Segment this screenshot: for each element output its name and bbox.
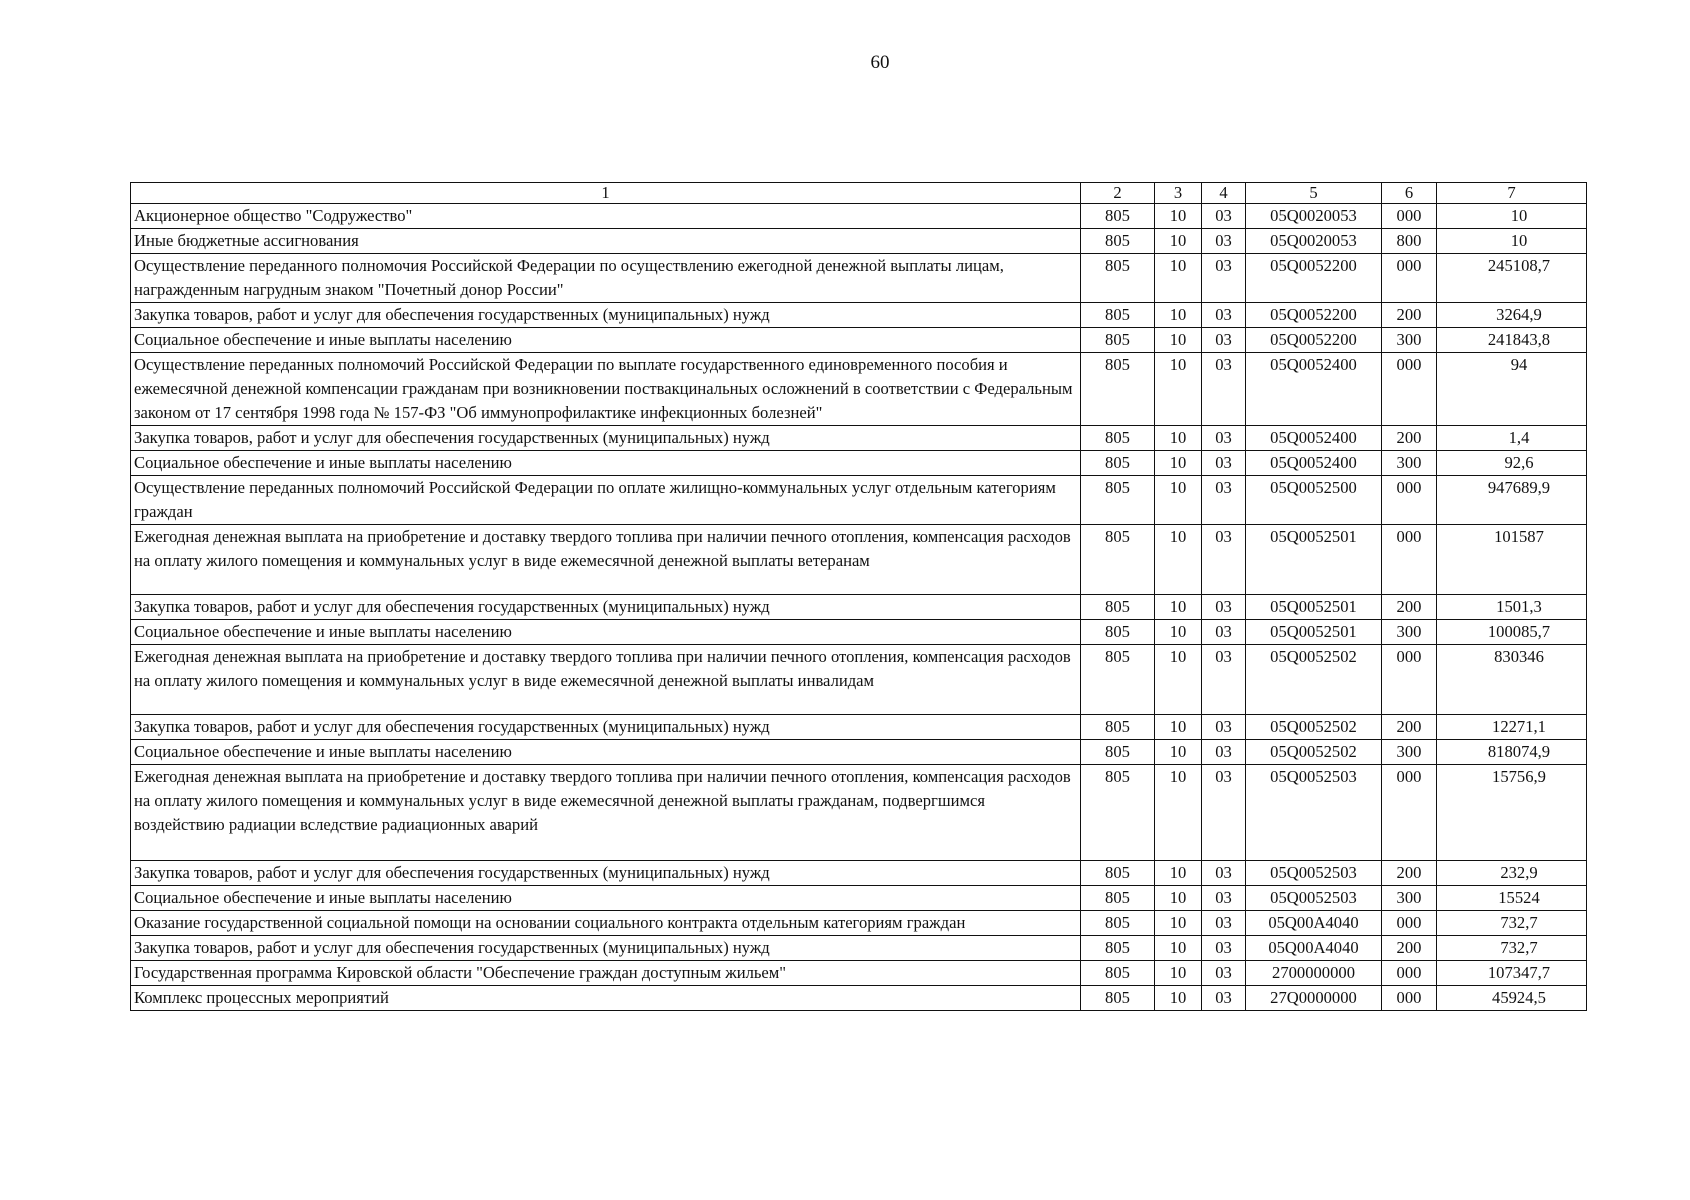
amount-cell: 15524 (1437, 886, 1587, 911)
table-row (131, 645, 1587, 715)
target-article-cell: 05Q00A4040 (1246, 911, 1382, 936)
subsection-cell: 03 (1202, 961, 1246, 986)
expense-type-cell: 200 (1382, 303, 1437, 328)
code-cell: 805 (1081, 936, 1155, 961)
code-cell: 805 (1081, 426, 1155, 451)
code-cell: 805 (1081, 911, 1155, 936)
table-row (131, 476, 1587, 525)
expense-type-cell: 200 (1382, 936, 1437, 961)
subsection-cell: 03 (1202, 303, 1246, 328)
section-cell: 10 (1155, 765, 1202, 861)
amount-cell: 100085,7 (1437, 620, 1587, 645)
row-name: Закупка товаров, работ и услуг для обеспечения государственных (муниципальных) нужд (131, 303, 1081, 328)
row-name: Социальное обеспечение и иные выплаты населению (131, 451, 1081, 476)
column-header: 5 (1246, 183, 1382, 204)
target-article-cell: 05Q0052503 (1246, 886, 1382, 911)
expense-type-cell: 200 (1382, 715, 1437, 740)
section-cell: 10 (1155, 911, 1202, 936)
row-name: Комплекс процессных мероприятий (131, 986, 1081, 1011)
section-cell: 10 (1155, 204, 1202, 229)
table-row (131, 620, 1587, 645)
expense-type-cell: 000 (1382, 645, 1437, 715)
subsection-cell: 03 (1202, 715, 1246, 740)
target-article-cell: 05Q0052502 (1246, 645, 1382, 715)
column-header: 3 (1155, 183, 1202, 204)
amount-cell: 245108,7 (1437, 254, 1587, 303)
code-cell: 805 (1081, 886, 1155, 911)
expense-type-cell: 000 (1382, 961, 1437, 986)
expense-type-cell: 300 (1382, 328, 1437, 353)
row-name: Иные бюджетные ассигнования (131, 229, 1081, 254)
amount-cell: 947689,9 (1437, 476, 1587, 525)
expense-type-cell: 300 (1382, 740, 1437, 765)
table-header-row (131, 183, 1587, 204)
table-row (131, 229, 1587, 254)
column-header: 4 (1202, 183, 1246, 204)
target-article-cell: 05Q0020053 (1246, 229, 1382, 254)
amount-cell: 232,9 (1437, 861, 1587, 886)
code-cell: 805 (1081, 595, 1155, 620)
target-article-cell: 05Q0052503 (1246, 861, 1382, 886)
code-cell: 805 (1081, 961, 1155, 986)
row-name: Осуществление переданных полномочий Российской Федерации по оплате жилищно-коммунальных услуг отдельным категориям граждан (131, 476, 1081, 525)
expense-type-cell: 000 (1382, 986, 1437, 1011)
section-cell: 10 (1155, 595, 1202, 620)
row-name: Социальное обеспечение и иные выплаты населению (131, 740, 1081, 765)
subsection-cell: 03 (1202, 620, 1246, 645)
row-name: Закупка товаров, работ и услуг для обеспечения государственных (муниципальных) нужд (131, 861, 1081, 886)
table-row (131, 886, 1587, 911)
subsection-cell: 03 (1202, 765, 1246, 861)
amount-cell: 1,4 (1437, 426, 1587, 451)
row-name: Социальное обеспечение и иные выплаты населению (131, 886, 1081, 911)
code-cell: 805 (1081, 765, 1155, 861)
code-cell: 805 (1081, 645, 1155, 715)
section-cell: 10 (1155, 328, 1202, 353)
row-name: Оказание государственной социальной помощи на основании социального контракта отдельным категориям граждан (131, 911, 1081, 936)
code-cell: 805 (1081, 328, 1155, 353)
subsection-cell: 03 (1202, 911, 1246, 936)
table-row (131, 861, 1587, 886)
amount-cell: 94 (1437, 353, 1587, 426)
table-row (131, 451, 1587, 476)
subsection-cell: 03 (1202, 886, 1246, 911)
row-name: Государственная программа Кировской области "Обеспечение граждан доступным жильем" (131, 961, 1081, 986)
subsection-cell: 03 (1202, 861, 1246, 886)
target-article-cell: 05Q0052503 (1246, 765, 1382, 861)
table-row (131, 986, 1587, 1011)
subsection-cell: 03 (1202, 254, 1246, 303)
section-cell: 10 (1155, 353, 1202, 426)
code-cell: 805 (1081, 525, 1155, 595)
amount-cell: 10 (1437, 204, 1587, 229)
row-name: Социальное обеспечение и иные выплаты населению (131, 620, 1081, 645)
row-name: Закупка товаров, работ и услуг для обеспечения государственных (муниципальных) нужд (131, 715, 1081, 740)
code-cell: 805 (1081, 715, 1155, 740)
target-article-cell: 05Q0052501 (1246, 620, 1382, 645)
section-cell: 10 (1155, 986, 1202, 1011)
table-row (131, 525, 1587, 595)
row-name: Ежегодная денежная выплата на приобретение и доставку твердого топлива при наличии печного отопления, компенсация расходов на оплату жилого помещения и коммунальных услуг в виде ежемесячной денежной выплаты гражданам, подвергшимся воздействию радиации вследствие радиационных аварий (131, 765, 1081, 861)
amount-cell: 107347,7 (1437, 961, 1587, 986)
code-cell: 805 (1081, 620, 1155, 645)
section-cell: 10 (1155, 451, 1202, 476)
amount-cell: 10 (1437, 229, 1587, 254)
expense-type-cell: 000 (1382, 204, 1437, 229)
row-name: Ежегодная денежная выплата на приобретение и доставку твердого топлива при наличии печного отопления, компенсация расходов на оплату жилого помещения и коммунальных услуг в виде ежемесячной денежной выплаты ветеранам (131, 525, 1081, 595)
expense-type-cell: 200 (1382, 595, 1437, 620)
column-header: 6 (1382, 183, 1437, 204)
amount-cell: 732,7 (1437, 911, 1587, 936)
row-name: Социальное обеспечение и иные выплаты населению (131, 328, 1081, 353)
subsection-cell: 03 (1202, 476, 1246, 525)
target-article-cell: 05Q0052400 (1246, 426, 1382, 451)
code-cell: 805 (1081, 353, 1155, 426)
subsection-cell: 03 (1202, 451, 1246, 476)
row-name: Акционерное общество "Содружество" (131, 204, 1081, 229)
row-name: Закупка товаров, работ и услуг для обеспечения государственных (муниципальных) нужд (131, 595, 1081, 620)
expense-type-cell: 300 (1382, 451, 1437, 476)
row-name: Закупка товаров, работ и услуг для обеспечения государственных (муниципальных) нужд (131, 426, 1081, 451)
column-header: 1 (131, 183, 1081, 204)
code-cell: 805 (1081, 476, 1155, 525)
amount-cell: 45924,5 (1437, 986, 1587, 1011)
expense-type-cell: 000 (1382, 911, 1437, 936)
amount-cell: 732,7 (1437, 936, 1587, 961)
amount-cell: 101587 (1437, 525, 1587, 595)
subsection-cell: 03 (1202, 229, 1246, 254)
subsection-cell: 03 (1202, 936, 1246, 961)
target-article-cell: 05Q0052500 (1246, 476, 1382, 525)
expense-type-cell: 000 (1382, 254, 1437, 303)
expense-type-cell: 000 (1382, 353, 1437, 426)
amount-cell: 15756,9 (1437, 765, 1587, 861)
target-article-cell: 05Q0052200 (1246, 254, 1382, 303)
budget-table (130, 182, 1587, 1011)
code-cell: 805 (1081, 229, 1155, 254)
target-article-cell: 05Q0052501 (1246, 595, 1382, 620)
code-cell: 805 (1081, 861, 1155, 886)
expense-type-cell: 000 (1382, 476, 1437, 525)
amount-cell: 241843,8 (1437, 328, 1587, 353)
amount-cell: 3264,9 (1437, 303, 1587, 328)
subsection-cell: 03 (1202, 353, 1246, 426)
subsection-cell: 03 (1202, 525, 1246, 595)
section-cell: 10 (1155, 525, 1202, 595)
code-cell: 805 (1081, 451, 1155, 476)
target-article-cell: 05Q0052400 (1246, 353, 1382, 426)
expense-type-cell: 300 (1382, 620, 1437, 645)
subsection-cell: 03 (1202, 328, 1246, 353)
expense-type-cell: 800 (1382, 229, 1437, 254)
code-cell: 805 (1081, 986, 1155, 1011)
amount-cell: 1501,3 (1437, 595, 1587, 620)
amount-cell: 12271,1 (1437, 715, 1587, 740)
table-row (131, 303, 1587, 328)
table-row (131, 740, 1587, 765)
table-row (131, 254, 1587, 303)
subsection-cell: 03 (1202, 426, 1246, 451)
row-name: Осуществление переданного полномочия Российской Федерации по осуществлению ежегодной денежной выплаты лицам, награжденным нагрудным знаком "Почетный донор России" (131, 254, 1081, 303)
expense-type-cell: 200 (1382, 861, 1437, 886)
code-cell: 805 (1081, 303, 1155, 328)
target-article-cell: 05Q0052400 (1246, 451, 1382, 476)
subsection-cell: 03 (1202, 645, 1246, 715)
subsection-cell: 03 (1202, 204, 1246, 229)
table-row (131, 204, 1587, 229)
target-article-cell: 05Q00A4040 (1246, 936, 1382, 961)
table-row (131, 715, 1587, 740)
expense-type-cell: 000 (1382, 765, 1437, 861)
expense-type-cell: 200 (1382, 426, 1437, 451)
row-name: Осуществление переданных полномочий Российской Федерации по выплате государственного единовременного пособия и ежемесячной денежной компенсации гражданам при возникновении поствакцинальных осложнений в соответствии с Федеральным законом от 17 сентября 1998 года № 157-ФЗ "Об иммунопрофилактике инфекционных болезней" (131, 353, 1081, 426)
table-row (131, 765, 1587, 861)
column-header: 2 (1081, 183, 1155, 204)
subsection-cell: 03 (1202, 740, 1246, 765)
expense-type-cell: 000 (1382, 525, 1437, 595)
section-cell: 10 (1155, 476, 1202, 525)
table-row (131, 328, 1587, 353)
code-cell: 805 (1081, 740, 1155, 765)
amount-cell: 830346 (1437, 645, 1587, 715)
section-cell: 10 (1155, 426, 1202, 451)
target-article-cell: 05Q0052501 (1246, 525, 1382, 595)
section-cell: 10 (1155, 645, 1202, 715)
row-name: Ежегодная денежная выплата на приобретение и доставку твердого топлива при наличии печного отопления, компенсация расходов на оплату жилого помещения и коммунальных услуг в виде ежемесячной денежной выплаты инвалидам (131, 645, 1081, 715)
target-article-cell: 05Q0052200 (1246, 328, 1382, 353)
table-row (131, 595, 1587, 620)
target-article-cell: 05Q0052200 (1246, 303, 1382, 328)
table-row (131, 911, 1587, 936)
target-article-cell: 2700000000 (1246, 961, 1382, 986)
table-row (131, 353, 1587, 426)
section-cell: 10 (1155, 620, 1202, 645)
section-cell: 10 (1155, 886, 1202, 911)
table-row (131, 936, 1587, 961)
table-row (131, 426, 1587, 451)
section-cell: 10 (1155, 254, 1202, 303)
section-cell: 10 (1155, 740, 1202, 765)
target-article-cell: 05Q0052502 (1246, 715, 1382, 740)
amount-cell: 818074,9 (1437, 740, 1587, 765)
row-name: Закупка товаров, работ и услуг для обеспечения государственных (муниципальных) нужд (131, 936, 1081, 961)
target-article-cell: 27Q0000000 (1246, 986, 1382, 1011)
table-row (131, 961, 1587, 986)
subsection-cell: 03 (1202, 986, 1246, 1011)
section-cell: 10 (1155, 936, 1202, 961)
table-body (131, 204, 1587, 1011)
section-cell: 10 (1155, 303, 1202, 328)
target-article-cell: 05Q0020053 (1246, 204, 1382, 229)
section-cell: 10 (1155, 229, 1202, 254)
page-number: 60 (870, 52, 890, 73)
target-article-cell: 05Q0052502 (1246, 740, 1382, 765)
code-cell: 805 (1081, 204, 1155, 229)
section-cell: 10 (1155, 861, 1202, 886)
amount-cell: 92,6 (1437, 451, 1587, 476)
section-cell: 10 (1155, 715, 1202, 740)
code-cell: 805 (1081, 254, 1155, 303)
column-header: 7 (1437, 183, 1587, 204)
expense-type-cell: 300 (1382, 886, 1437, 911)
subsection-cell: 03 (1202, 595, 1246, 620)
section-cell: 10 (1155, 961, 1202, 986)
